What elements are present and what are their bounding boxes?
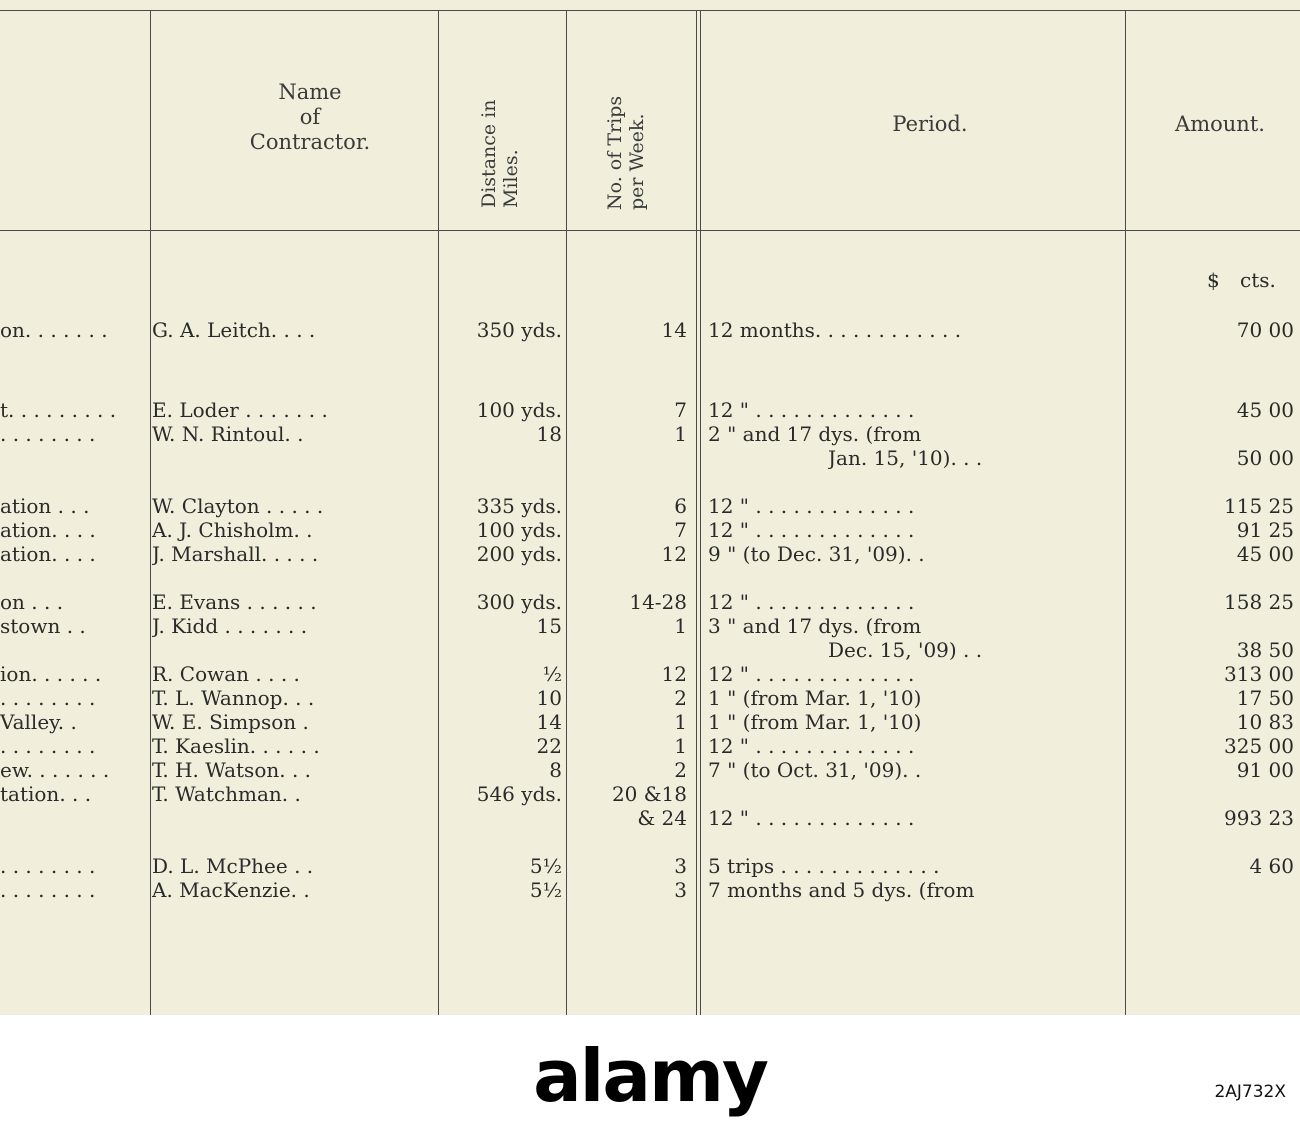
table-row — [0, 518, 1300, 542]
table-row — [0, 398, 1300, 422]
row-contractor: J. Kidd . . . . . . . — [152, 614, 308, 638]
table-row — [0, 782, 1300, 806]
row-trips: 1 — [674, 422, 687, 446]
row-amount: 91 00 — [1236, 758, 1294, 782]
row-trips: 20 &18 — [611, 782, 687, 806]
row-place: . . . . . . . . — [0, 854, 96, 878]
header-distance: Distance in Miles. — [478, 99, 522, 208]
row-period: 5 trips . . . . . . . . . . . . . — [708, 854, 940, 878]
row-distance: 100 yds. — [476, 398, 562, 422]
row-period: 12 " . . . . . . . . . . . . . — [708, 494, 915, 518]
row-amount: 158 25 — [1224, 590, 1294, 614]
row-place: ation . . . — [0, 494, 90, 518]
header-amount: Amount. — [1175, 112, 1265, 136]
row-trips: 7 — [674, 398, 687, 422]
row-contractor: T. Watchman. . — [152, 782, 301, 806]
row-period: Jan. 15, '10). . . — [828, 446, 983, 470]
table-row — [0, 854, 1300, 878]
row-contractor: G. A. Leitch. . . . — [152, 318, 316, 342]
table-row — [0, 614, 1300, 638]
row-contractor: A. J. Chisholm. . — [152, 518, 313, 542]
table-row — [0, 662, 1300, 686]
row-contractor: T. L. Wannop. . . — [152, 686, 315, 710]
row-distance: 300 yds. — [476, 590, 562, 614]
row-period: 9 " (to Dec. 31, '09). . — [708, 542, 925, 566]
row-amount: 313 00 — [1224, 662, 1294, 686]
dollar-unit: $ — [1207, 268, 1220, 292]
row-period: 12 " . . . . . . . . . . . . . — [708, 662, 915, 686]
table-row — [0, 878, 1300, 902]
row-trips: 1 — [674, 614, 687, 638]
row-trips: 1 — [674, 734, 687, 758]
row-period: 12 " . . . . . . . . . . . . . — [708, 590, 915, 614]
row-amount: 10 83 — [1236, 710, 1294, 734]
table-row — [0, 686, 1300, 710]
row-distance: 335 yds. — [476, 494, 562, 518]
row-distance: 18 — [536, 422, 562, 446]
table-row — [0, 318, 1300, 342]
row-place: . . . . . . . . — [0, 422, 96, 446]
row-trips: 2 — [674, 686, 687, 710]
table-row — [0, 446, 1300, 470]
row-place: stown . . — [0, 614, 86, 638]
table-row — [0, 734, 1300, 758]
row-place: ion. . . . . . — [0, 662, 102, 686]
row-period: 7 " (to Oct. 31, '09). . — [708, 758, 922, 782]
row-contractor: E. Evans . . . . . . — [152, 590, 317, 614]
row-contractor: T. Kaeslin. . . . . . — [152, 734, 320, 758]
row-period: 12 months. . . . . . . . . . . . — [708, 318, 962, 342]
row-trips: 12 — [661, 542, 687, 566]
row-place: on. . . . . . . — [0, 318, 108, 342]
row-amount: 17 50 — [1236, 686, 1294, 710]
row-amount: 70 00 — [1236, 318, 1294, 342]
row-period: 1 " (from Mar. 1, '10) — [708, 710, 922, 734]
table-row — [0, 542, 1300, 566]
row-trips: & 24 — [637, 806, 687, 830]
row-place: ew. . . . . . . — [0, 758, 110, 782]
alamy-logo: alamy — [533, 1034, 767, 1118]
row-contractor: W. E. Simpson . — [152, 710, 309, 734]
table-row — [0, 758, 1300, 782]
row-distance: ½ — [542, 662, 562, 686]
row-contractor: R. Cowan . . . . — [152, 662, 300, 686]
row-amount: 325 00 — [1224, 734, 1294, 758]
table-row — [0, 590, 1300, 614]
row-contractor: W. N. Rintoul. . — [152, 422, 304, 446]
row-place: . . . . . . . . — [0, 686, 96, 710]
row-distance: 5½ — [529, 878, 562, 902]
row-trips: 3 — [674, 878, 687, 902]
row-place: Valley. . — [0, 710, 77, 734]
row-place: ation. . . . — [0, 542, 96, 566]
row-trips: 7 — [674, 518, 687, 542]
row-amount: 45 00 — [1236, 542, 1294, 566]
row-distance: 22 — [536, 734, 562, 758]
row-amount: 993 23 — [1224, 806, 1294, 830]
cents-unit: cts. — [1240, 268, 1276, 292]
row-trips: 6 — [674, 494, 687, 518]
row-period: 7 months and 5 dys. (from — [708, 878, 975, 902]
row-place: tation. . . — [0, 782, 92, 806]
row-amount: 45 00 — [1236, 398, 1294, 422]
row-contractor: W. Clayton . . . . . — [152, 494, 324, 518]
row-distance: 350 yds. — [476, 318, 562, 342]
table-row — [0, 422, 1300, 446]
row-distance: 10 — [536, 686, 562, 710]
row-distance: 5½ — [529, 854, 562, 878]
row-period: 12 " . . . . . . . . . . . . . — [708, 398, 915, 422]
row-contractor: J. Marshall. . . . . — [152, 542, 319, 566]
row-place: on . . . — [0, 590, 64, 614]
row-trips: 12 — [661, 662, 687, 686]
row-contractor: A. MacKenzie. . — [152, 878, 310, 902]
row-period: 3 " and 17 dys. (from — [708, 614, 922, 638]
header-period: Period. — [892, 112, 968, 136]
row-amount: 91 25 — [1236, 518, 1294, 542]
row-period: 2 " and 17 dys. (from — [708, 422, 922, 446]
row-trips: 14-28 — [629, 590, 687, 614]
header-rule — [0, 230, 1300, 231]
row-distance: 200 yds. — [476, 542, 562, 566]
row-period: Dec. 15, '09) . . — [828, 638, 983, 662]
row-distance: 100 yds. — [476, 518, 562, 542]
top-rule — [0, 10, 1300, 11]
row-trips: 2 — [674, 758, 687, 782]
row-period: 1 " (from Mar. 1, '10) — [708, 686, 922, 710]
table-row — [0, 494, 1300, 518]
row-distance: 546 yds. — [476, 782, 562, 806]
row-place: . . . . . . . . — [0, 878, 96, 902]
row-contractor: T. H. Watson. . . — [152, 758, 312, 782]
row-amount: 115 25 — [1224, 494, 1294, 518]
header-trips: No. of Trips per Week. — [604, 95, 648, 210]
row-period: 12 " . . . . . . . . . . . . . — [708, 806, 915, 830]
row-period: 12 " . . . . . . . . . . . . . — [708, 518, 915, 542]
row-place: ation. . . . — [0, 518, 96, 542]
row-distance: 8 — [549, 758, 562, 782]
row-place: t. . . . . . . . . — [0, 398, 117, 422]
row-contractor: E. Loder . . . . . . . — [152, 398, 328, 422]
row-amount: 38 50 — [1236, 638, 1294, 662]
row-distance: 15 — [536, 614, 562, 638]
row-trips: 14 — [661, 318, 687, 342]
table-row — [0, 638, 1300, 662]
row-contractor: D. L. McPhee . . — [152, 854, 314, 878]
table-row — [0, 806, 1300, 830]
row-period: 12 " . . . . . . . . . . . . . — [708, 734, 915, 758]
row-amount: 50 00 — [1236, 446, 1294, 470]
row-trips: 3 — [674, 854, 687, 878]
row-place: . . . . . . . . — [0, 734, 96, 758]
image-id-label: 2AJ732X — [1214, 1082, 1286, 1102]
row-trips: 1 — [674, 710, 687, 734]
table-row — [0, 710, 1300, 734]
header-contractor: Name of Contractor. — [249, 80, 371, 154]
row-distance: 14 — [536, 710, 562, 734]
row-amount: 4 60 — [1249, 854, 1294, 878]
